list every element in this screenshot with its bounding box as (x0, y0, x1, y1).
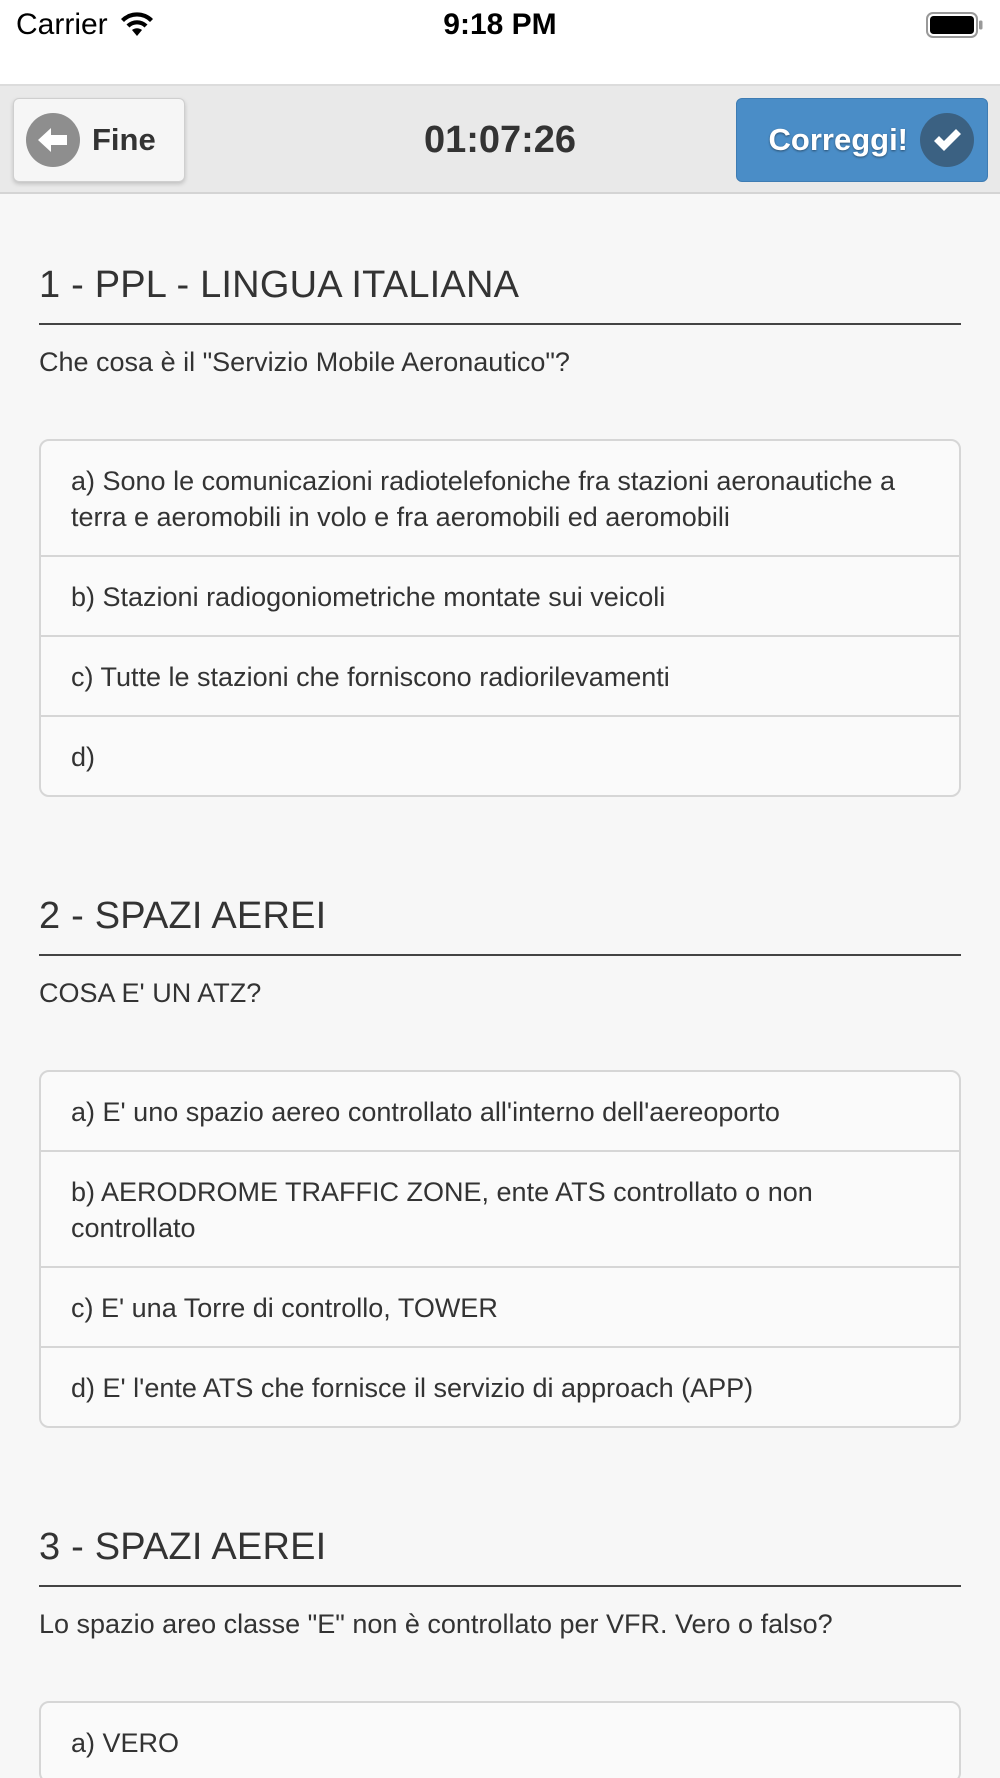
question-3 (39, 1526, 961, 1778)
answer-option-d[interactable]: d) E' l'ente ATS che fornisce il servizio di approach (APP) (41, 1346, 959, 1426)
answer-option-b[interactable]: b) AERODROME TRAFFIC ZONE, ente ATS controllato o non controllato (41, 1150, 959, 1266)
arrow-left-icon (26, 113, 80, 167)
checkmark-icon (920, 113, 974, 167)
question-title: 2 - SPAZI AEREI (39, 895, 961, 956)
question-text: Che cosa è il "Servizio Mobile Aeronautico"? (39, 347, 570, 377)
answer-list (39, 1701, 961, 1778)
quiz-timer: 01:07:26 (423, 119, 577, 161)
answer-option-a[interactable]: a) E' uno spazio aereo controllato all'interno dell'aereoporto (71, 1097, 780, 1127)
answer-list (39, 1070, 961, 1428)
question-title: 1 - PPL - LINGUA ITALIANA (39, 264, 961, 325)
question-text: COSA E' UN ATZ? (39, 978, 262, 1008)
correct-button-label: Correggi! (768, 122, 908, 157)
correct-button[interactable] (736, 98, 988, 182)
carrier-label: Carrier (16, 8, 108, 41)
status-bar (0, 0, 1000, 86)
question-1 (39, 264, 961, 797)
question-2 (39, 895, 961, 1428)
answer-option-c[interactable]: c) Tutte le stazioni che forniscono radiorilevamenti (41, 635, 959, 715)
quiz-content (39, 194, 961, 1778)
answer-option-a[interactable]: a) VERO (71, 1728, 180, 1758)
answer-list (39, 439, 961, 797)
answer-option-a[interactable]: a) Sono le comunicazioni radiotelefoniche fra stazioni aeronautiche a terra e aeromobili in volo e fra aeromobili ed aeromobili (71, 466, 896, 532)
answer-option-c[interactable]: c) E' una Torre di controllo, TOWER (41, 1266, 959, 1346)
status-time: 9:18 PM (443, 8, 557, 41)
back-button-label: Fine (92, 122, 156, 157)
answer-option-d[interactable]: d) (41, 715, 959, 795)
question-text: Lo spazio areo classe "E" non è controllato per VFR. Vero o falso? (39, 1609, 833, 1639)
back-button[interactable] (13, 98, 185, 182)
toolbar (0, 86, 1000, 194)
answer-option-b[interactable]: b) Stazioni radiogoniometriche montate sui veicoli (41, 555, 959, 635)
question-title: 3 - SPAZI AEREI (39, 1526, 961, 1587)
battery-icon (926, 12, 984, 38)
carrier-info (16, 8, 154, 42)
wifi-icon (120, 12, 154, 38)
